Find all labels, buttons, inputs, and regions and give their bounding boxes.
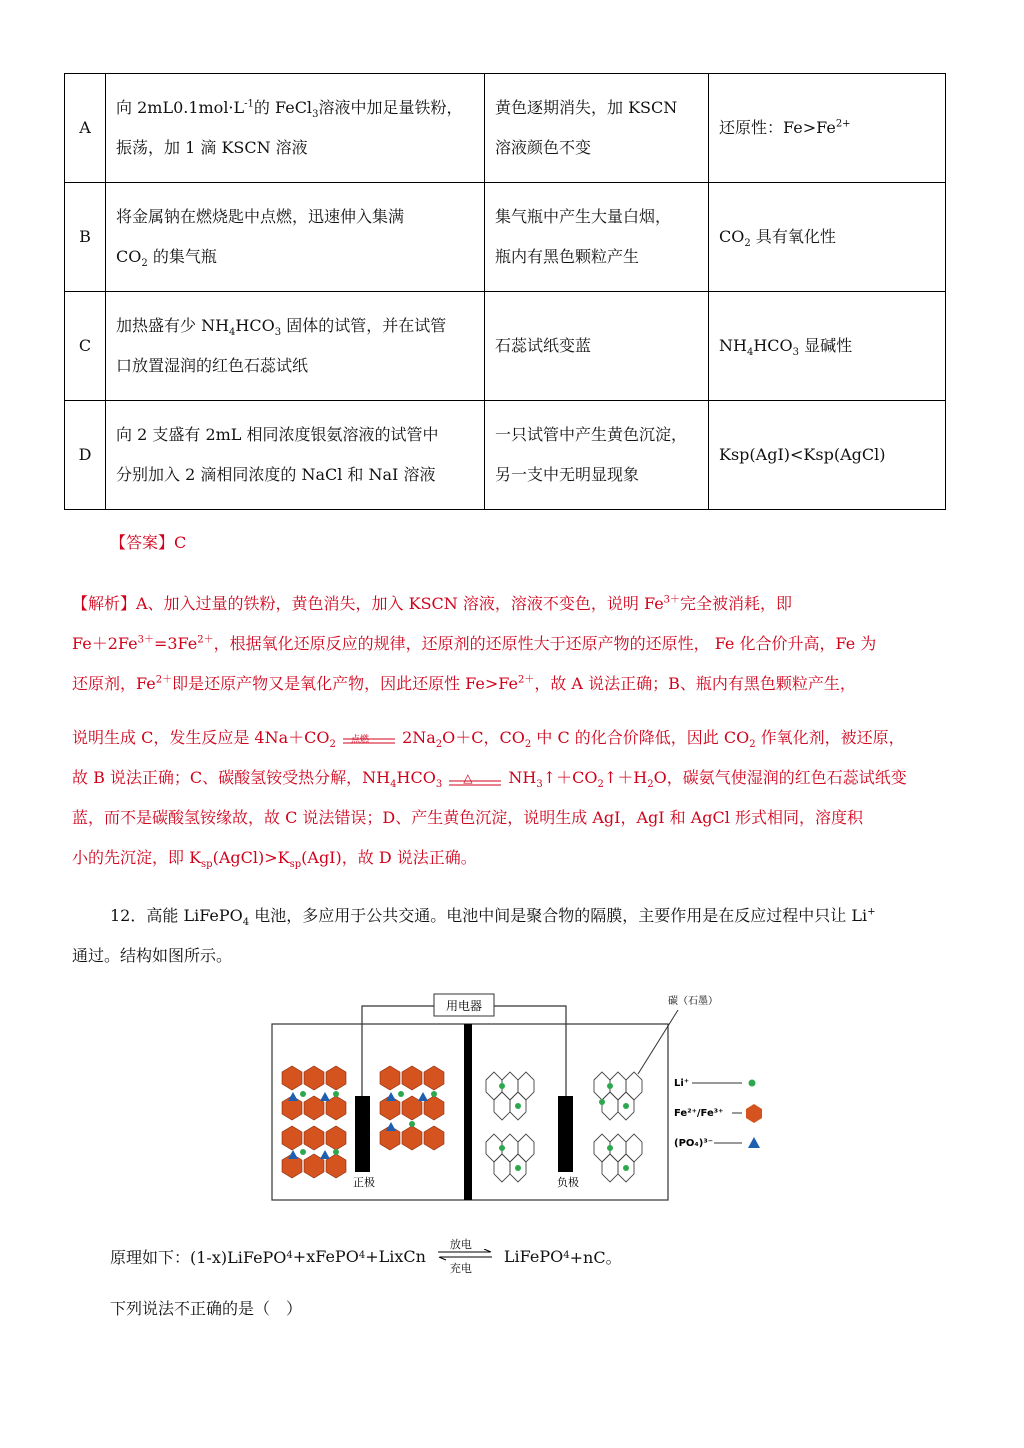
negative-electrode <box>558 1096 573 1172</box>
subscript: sp <box>201 859 213 871</box>
charge-label: 充电 <box>449 1262 472 1275</box>
subscript: sp <box>289 859 302 871</box>
reaction-condition-arrow <box>341 728 397 750</box>
text: 分别加入 2 滴相同浓度的 NaCl 和 NaI 溶液 <box>116 465 436 484</box>
subscript: 4 <box>229 327 236 339</box>
phenomenon-cell <box>485 74 709 183</box>
subscript: 2 <box>744 238 751 250</box>
subscript: 4 <box>390 779 397 791</box>
subscript: 3 <box>274 327 282 339</box>
legend-fe-label: Fe²⁺/Fe³⁺ <box>674 1108 724 1119</box>
text: 还原性：Fe>Fe <box>719 118 836 137</box>
subscript: 4 <box>242 917 250 929</box>
text: 将金属钠在燃烧匙中点燃，迅速伸入集满 <box>116 207 405 226</box>
text: ，故 A 说法正确；B、瓶内有黑色颗粒产生， <box>534 674 856 693</box>
text: +xFePO <box>292 1246 359 1266</box>
conclusion-cell <box>709 401 946 510</box>
subscript: 2 <box>749 739 756 751</box>
negative-label: 负极 <box>557 1176 579 1189</box>
question-stem-line: 通过。结构如图所示。 <box>72 946 233 965</box>
analysis-block <box>72 584 946 878</box>
operation-cell <box>106 74 485 183</box>
text: Ksp(AgI)<Ksp(AgCl) <box>719 445 886 464</box>
phenomenon-cell <box>485 183 709 292</box>
wire-right <box>494 1006 566 1096</box>
subscript: 2 <box>524 739 532 751</box>
subscript: 2 <box>141 258 148 270</box>
text: HCO <box>396 768 436 787</box>
text: ↑＋CO <box>542 768 598 787</box>
text: 12．高能 LiFePO <box>110 906 243 925</box>
subscript: 4 <box>746 347 754 359</box>
double-line-arrow-icon <box>447 771 503 793</box>
text: 完全被消耗，即 <box>680 594 793 613</box>
text: LiFePO <box>503 1246 564 1266</box>
answer-line: 【答案】C <box>110 533 187 552</box>
subscript: 2 <box>329 739 336 751</box>
analysis-line <box>72 584 946 624</box>
text: NH <box>508 768 537 787</box>
legend-li-label: Li⁺ <box>674 1078 690 1089</box>
table-row <box>65 292 946 401</box>
lifepo4-crystal-right <box>380 1066 444 1150</box>
text: 一只试管中产生黄色沉淀， <box>495 425 688 444</box>
text: O，碳氨气使湿润的红色石蕊试纸变 <box>653 768 907 787</box>
text: +LixCn <box>365 1246 426 1266</box>
reaction-equation: 原理如下：(1-x)LiFePO 4 +xFePO 4 +LixCn 放电 充电 LiFePO 4 +nC。 <box>110 1238 622 1275</box>
text: 即是还原产物又是氧化产物，因此还原性 Fe>Fe <box>172 674 518 693</box>
text: 电池，多应用于公共交通。电池中间是聚合物的隔膜，主要作用是在反应过程中只让 Li <box>249 906 868 925</box>
text: CO <box>719 227 745 246</box>
options-table <box>64 73 946 510</box>
text: 说明生成 C，发生反应是 4Na＋CO <box>72 728 330 747</box>
operation-cell <box>106 183 485 292</box>
text: +nC。 <box>569 1247 622 1267</box>
table-row <box>65 183 946 292</box>
subscript: 3 <box>312 109 319 121</box>
text: 加热盛有少 NH <box>116 316 230 335</box>
superscript: 3＋ <box>137 634 154 646</box>
text: 故 B 说法正确；C、碳酸氢铵受热分解，NH <box>72 768 391 787</box>
row-label: B <box>65 183 106 292</box>
text: 原理如下：(1-x)LiFePO <box>110 1247 287 1267</box>
table-row <box>65 74 946 183</box>
positive-label: 正极 <box>353 1176 375 1189</box>
analysis-line <box>72 758 946 798</box>
text: 溶液中加足量铁粉， <box>318 98 463 117</box>
text: 石蕊试纸变蓝 <box>495 336 592 355</box>
text: CO <box>116 247 142 266</box>
question-stem-line <box>72 896 946 936</box>
text: 小的先沉淀，即 K <box>72 848 202 867</box>
text: 显碱性 <box>799 336 853 355</box>
conclusion-cell <box>709 183 946 292</box>
device-label: 用电器 <box>445 999 483 1013</box>
legend <box>674 1078 762 1149</box>
text: 黄色逐期消失，加 KSCN <box>495 98 678 117</box>
analysis-line <box>72 718 946 758</box>
text: ，根据氧化还原反应的规律，还原剂的还原性大于还原产物的还原性， Fe 化合价升高，Fe 为 <box>213 634 877 653</box>
text: O＋C，CO <box>442 728 525 747</box>
carbon-pointer <box>638 1010 678 1074</box>
text: 中 C 的化合价降低，因此 CO <box>531 728 750 747</box>
reaction-condition-arrow <box>447 768 503 790</box>
operation-cell <box>106 401 485 510</box>
text: 另一支中无明显现象 <box>495 465 640 484</box>
conclusion-cell <box>709 292 946 401</box>
text: HCO <box>753 336 793 355</box>
table-row <box>65 401 946 510</box>
text: 具有氧化性 <box>750 227 836 246</box>
text: 2Na <box>402 728 436 747</box>
superscript: 2＋ <box>155 674 173 686</box>
condition-label: 点燃 <box>350 734 369 745</box>
conclusion-cell <box>709 74 946 183</box>
lifepo4-crystal-left <box>282 1066 346 1178</box>
analysis-line: 蓝，而不是碳酸氢铵缘故，故 C 说法错误；D、产生黄色沉淀，说明生成 AgI，AgI 和 AgCl 形式相同，溶度积 <box>72 808 863 827</box>
text: 作氧化剂，被还原， <box>755 728 905 747</box>
subscript: 3 <box>792 347 800 359</box>
superscript: + <box>867 906 876 918</box>
discharge-label: 放电 <box>449 1238 472 1251</box>
text: NH <box>719 336 747 355</box>
phenomenon-cell <box>485 401 709 510</box>
legend-po4-label: (PO₄)³⁻ <box>674 1138 714 1149</box>
li-ion-icon <box>749 1080 756 1087</box>
subscript: 2 <box>597 779 604 791</box>
analysis-line <box>72 624 946 664</box>
text: 瓶内有黑色颗粒产生 <box>495 247 640 266</box>
subscript: 2 <box>647 779 654 791</box>
text: Fe＋2Fe <box>72 634 138 653</box>
text: 向 2mL0.1mol·L <box>116 98 245 117</box>
condition-label: △ <box>463 770 473 785</box>
phenomenon-cell <box>485 292 709 401</box>
text: HCO <box>235 316 275 335</box>
subscript: 2 <box>435 739 443 751</box>
text: 口放置湿润的红色石蕊试纸 <box>116 356 309 375</box>
text: 固体的试管，并在试管 <box>281 316 447 335</box>
question-12 <box>72 896 946 976</box>
operation-cell <box>106 292 485 401</box>
text: (AgI)，故 D 说法正确。 <box>301 848 477 867</box>
reversible-arrow <box>436 1236 494 1276</box>
separator-membrane <box>464 1024 472 1200</box>
text: 【解析】A、加入过量的铁粉，黄色消失，加入 KSCN 溶液，溶液不变色，说明 Fe <box>72 594 664 613</box>
text: 振荡，加 1 滴 KSCN 溶液 <box>116 138 308 157</box>
superscript: 2＋ <box>517 674 535 686</box>
text: 集气瓶中产生大量白烟， <box>495 207 672 226</box>
text: 的 FeCl <box>253 98 313 117</box>
text: ↑＋H <box>603 768 648 787</box>
row-label: A <box>65 74 106 183</box>
carbon-label: 碳（石墨） <box>668 996 718 1007</box>
battery-diagram <box>268 988 768 1210</box>
phosphate-triangle-icon <box>748 1137 760 1148</box>
text: 向 2 支盛有 2mL 相同浓度银氨溶液的试管中 <box>116 425 439 444</box>
superscript: -1 <box>244 98 254 110</box>
text: (AgCl)>K <box>212 848 290 867</box>
row-label: D <box>65 401 106 510</box>
fe-octahedron-icon <box>746 1104 762 1123</box>
text: =3Fe <box>153 634 198 653</box>
question-prompt: 下列说法不正确的是（ ） <box>110 1299 303 1318</box>
analysis-line <box>72 664 946 704</box>
positive-electrode <box>355 1096 370 1172</box>
text: 还原剂，Fe <box>72 674 156 693</box>
superscript: 3＋ <box>663 594 681 606</box>
superscript: 2+ <box>835 118 851 130</box>
subscript: 3 <box>435 779 443 791</box>
superscript: 2＋ <box>197 634 214 646</box>
text: 溶液颜色不变 <box>495 138 592 157</box>
row-label: C <box>65 292 106 401</box>
analysis-line <box>72 838 946 878</box>
text: 的集气瓶 <box>147 247 217 266</box>
subscript: 3 <box>536 779 543 791</box>
